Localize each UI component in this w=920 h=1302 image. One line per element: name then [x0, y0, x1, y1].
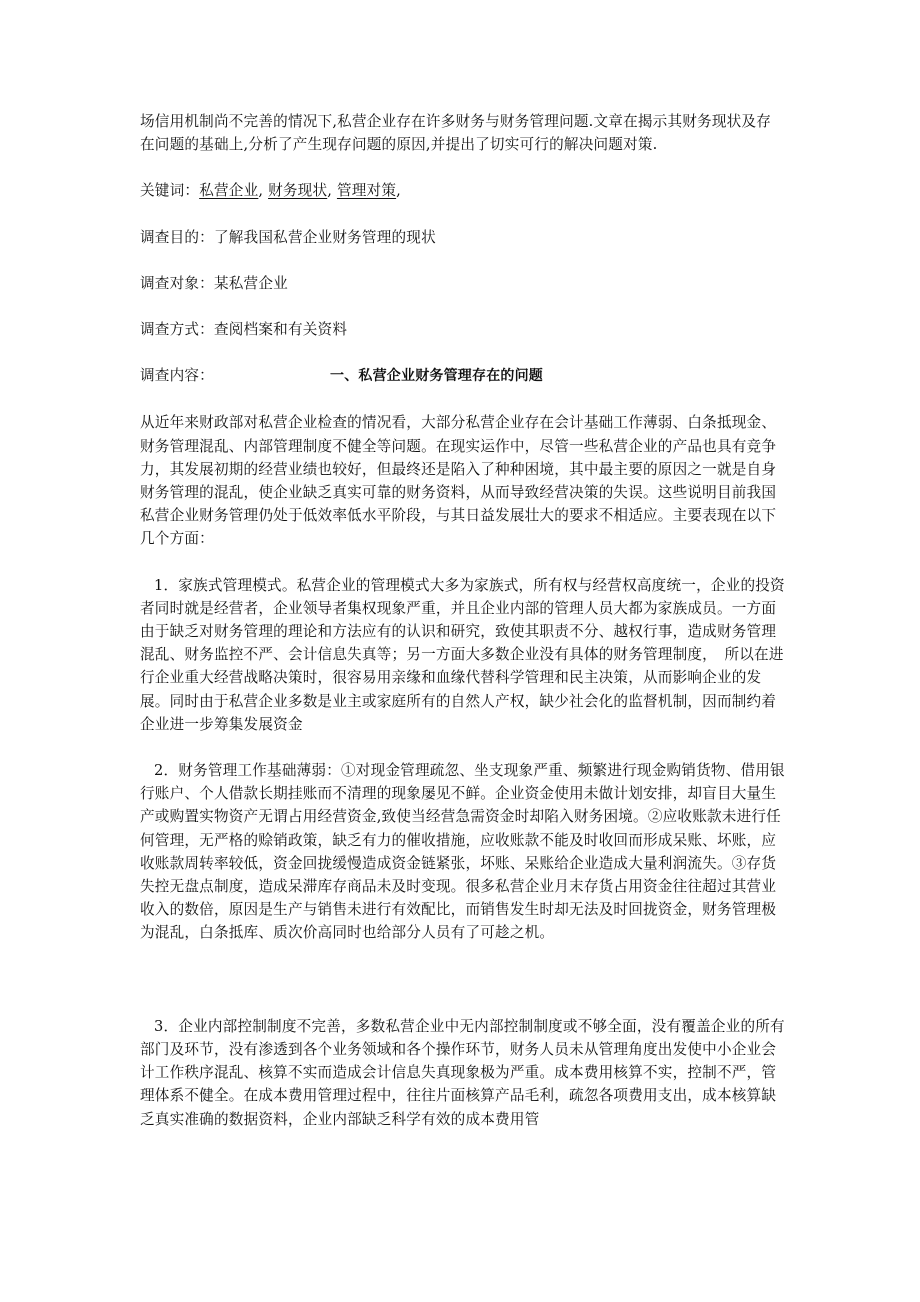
section-title: 一、私营企业财务管理存在的问题: [330, 368, 543, 385]
overview-paragraph: 从近年来财政部对私营企业检查的情况看，大部分私营企业存在会计基础工作薄弱、白条抵现金、财务管理混乱、内部管理制度不健全等问题。在现实运作中，尽管一些私营企业的产品也具有竞争力，其发展初期的经营业绩也较好，但最终还是陷入了种种困境，其中最主要的原因之一就是自身财务管理的混乱，使企业缺乏真实可靠的财务资料，从而导致经营决策的失误。这些说明目前我国私营企业财务管理仍处于低效率低水平阶段，与其日益发展壮大的要求不相适应。主要表现在以下几个方面：: [140, 414, 777, 548]
intro-paragraph: 场信用机制尚不完善的情况下,私营企业存在许多财务与财务管理问题.文章在揭示其财务现状及存在问题的基础上,分析了产生现存问题的原因,并提出了切实可行的解决问题对策.: [140, 113, 772, 154]
keywords-line: [140, 179, 785, 202]
survey-object: 调查对象：某私营企业: [140, 274, 288, 292]
keywords-label: 关键词：: [140, 182, 200, 200]
keyword-link-private-enterprise[interactable]: 私营企业: [199, 182, 259, 200]
point1-paragraph: 1．家族式管理模式。私营企业的管理模式大多为家族式，所有权与经营权高度统一，企业的投资者同时就是经营者，企业领导者集权现象严重，并且企业内部的管理人员大都为家族成员。一方面由于缺乏对财务管理的理论和方法应有的认识和研究，致使其职责不分、越权行事，造成财务管理混乱、财务监控不严、会计信息失真等；另一方面大多数企业没有具体的财务管理制度， 所以在进行企业重大经营战略决策时，很容易用亲缘和血缘代替科学管理和民主决策，从而影响企业的发展。同时由于私营企业多数是业主或家庭所有的自然人产权，缺少社会化的监督机制，因而制约着企业进一步筹集发展资金: [140, 576, 785, 733]
survey-purpose: 调查目的：了解我国私营企业财务管理的现状: [140, 228, 436, 246]
document-page: [140, 110, 785, 1131]
keyword-link-management-strategy[interactable]: 管理对策: [336, 182, 397, 200]
survey-content-label: 调查内容：: [140, 367, 214, 385]
keyword-link-financial-status[interactable]: 财务现状: [268, 182, 328, 200]
survey-method: 调查方式：查阅档案和有关资料: [140, 321, 348, 339]
keyword-separator: ,: [327, 182, 333, 200]
keyword-trailing: ,: [396, 182, 401, 200]
survey-content-row: [140, 364, 785, 388]
point2-paragraph: 2．财务管理工作基础薄弱：①对现金管理疏忽、坐支现象严重、频繁进行现金购销货物、借用银行账户、个人借款长期挂账而不清理的现象屡见不鲜。企业资金使用未做计划安排，却盲目大量生产或购置实物资产无谓占用经营资金,致使当经营急需资金时却陷入财务困境。②应收账款未进行任何管理，无严格的赊销政策，缺乏有力的催收措施，应收账款不能及时收回而形成呆账、坏账，应收账款周转率较低，资金回拢缓慢造成资金链紧张，坏账、呆账给企业造成大量利润流失。③存货失控无盘点制度，造成呆滞库存商品未及时变现。很多私营企业月末存货占用资金往往超过其营业收入的数倍，原因是生产与销售未进行有效配比，而销售发生时却无法及时回拢资金，财务管理极为混乱，白条抵库、质次价高同时也给部分人员有了可趁之机。: [140, 762, 785, 942]
point3-paragraph: 3．企业内部控制制度不完善，多数私营企业中无内部控制制度或不够全面，没有覆盖企业的所有部门及环节，没有渗透到各个业务领域和各个操作环节，财务人员未从管理角度出发使中小企业会计工作秩序混乱、核算不实而造成会计信息失真现象极为严重。成本费用核算不实，控制不严，管理体系不健全。在成本费用管理过程中，往往片面核算产品毛利，疏忽各项费用支出，成本核算缺乏真实准确的数据资料，企业内部缺乏科学有效的成本费用管: [140, 1017, 785, 1128]
keyword-separator: ,: [258, 182, 264, 200]
